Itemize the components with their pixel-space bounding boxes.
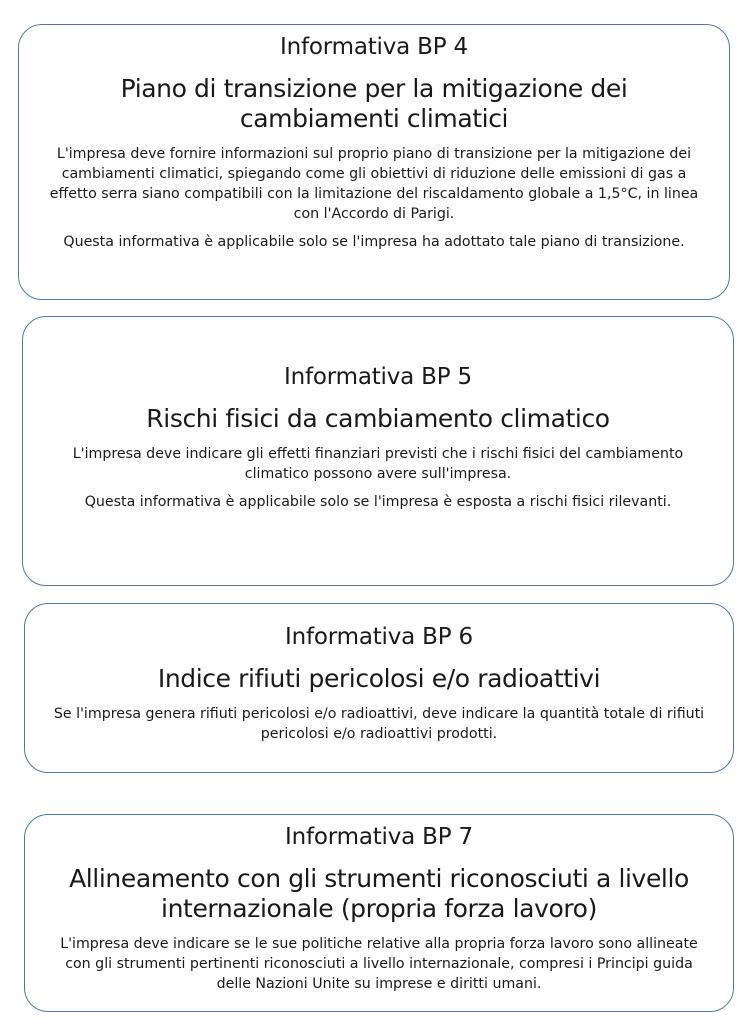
card-code: Informativa BP 5 [284, 364, 472, 390]
card-title: Indice rifiuti pericolosi e/o radioattivi [157, 664, 601, 693]
disclosure-card-bp7 [24, 814, 734, 1012]
card-title: Allineamento con gli strumenti riconosciuti a livello internazionale (propria forza lavoro) [69, 864, 689, 923]
card-applicability-note: Questa informativa è applicabile solo se l'impresa ha adottato tale piano di transizione. [63, 234, 685, 250]
card-title: Rischi fisici da cambiamento climatico [146, 404, 610, 433]
card-code: Informativa BP 4 [280, 34, 468, 60]
card-applicability-note: Questa informativa è applicabile solo se l'impresa è esposta a rischi fisici rilevanti. [84, 494, 672, 510]
card-code: Informativa BP 7 [285, 824, 473, 850]
card-description: L'impresa deve fornire informazioni sul proprio piano di transizione per la mitigazione dei cambiamenti climatici, spiegando come gli obiettivi di riduzione delle emissioni di gas a effetto serra siano compatibili con la limitazione del riscaldamento globale a 1,5°C, in linea con l'Accordo di Parigi. [49, 146, 699, 222]
card-title: Piano di transizione per la mitigazione dei cambiamenti climatici [120, 74, 628, 133]
card-description: L'impresa deve indicare se le sue politiche relative alla propria forza lavoro sono allineate con gli strumenti pertinenti riconosciuti a livello internazionale, compresi i Principi guida delle Nazioni Unite su imprese e diritti umani. [60, 936, 698, 992]
disclosure-card-bp5 [22, 316, 734, 586]
card-code: Informativa BP 6 [285, 624, 473, 650]
disclosure-card-bp6 [24, 603, 734, 773]
disclosure-card-bp4 [18, 24, 730, 300]
card-description: L'impresa deve indicare gli effetti finanziari previsti che i rischi fisici del cambiamento climatico possono avere sull'impresa. [72, 446, 684, 482]
card-description: Se l'impresa genera rifiuti pericolosi e/o radioattivi, deve indicare la quantità totale di rifiuti pericolosi e/o radioattivi prodotti. [53, 706, 705, 742]
